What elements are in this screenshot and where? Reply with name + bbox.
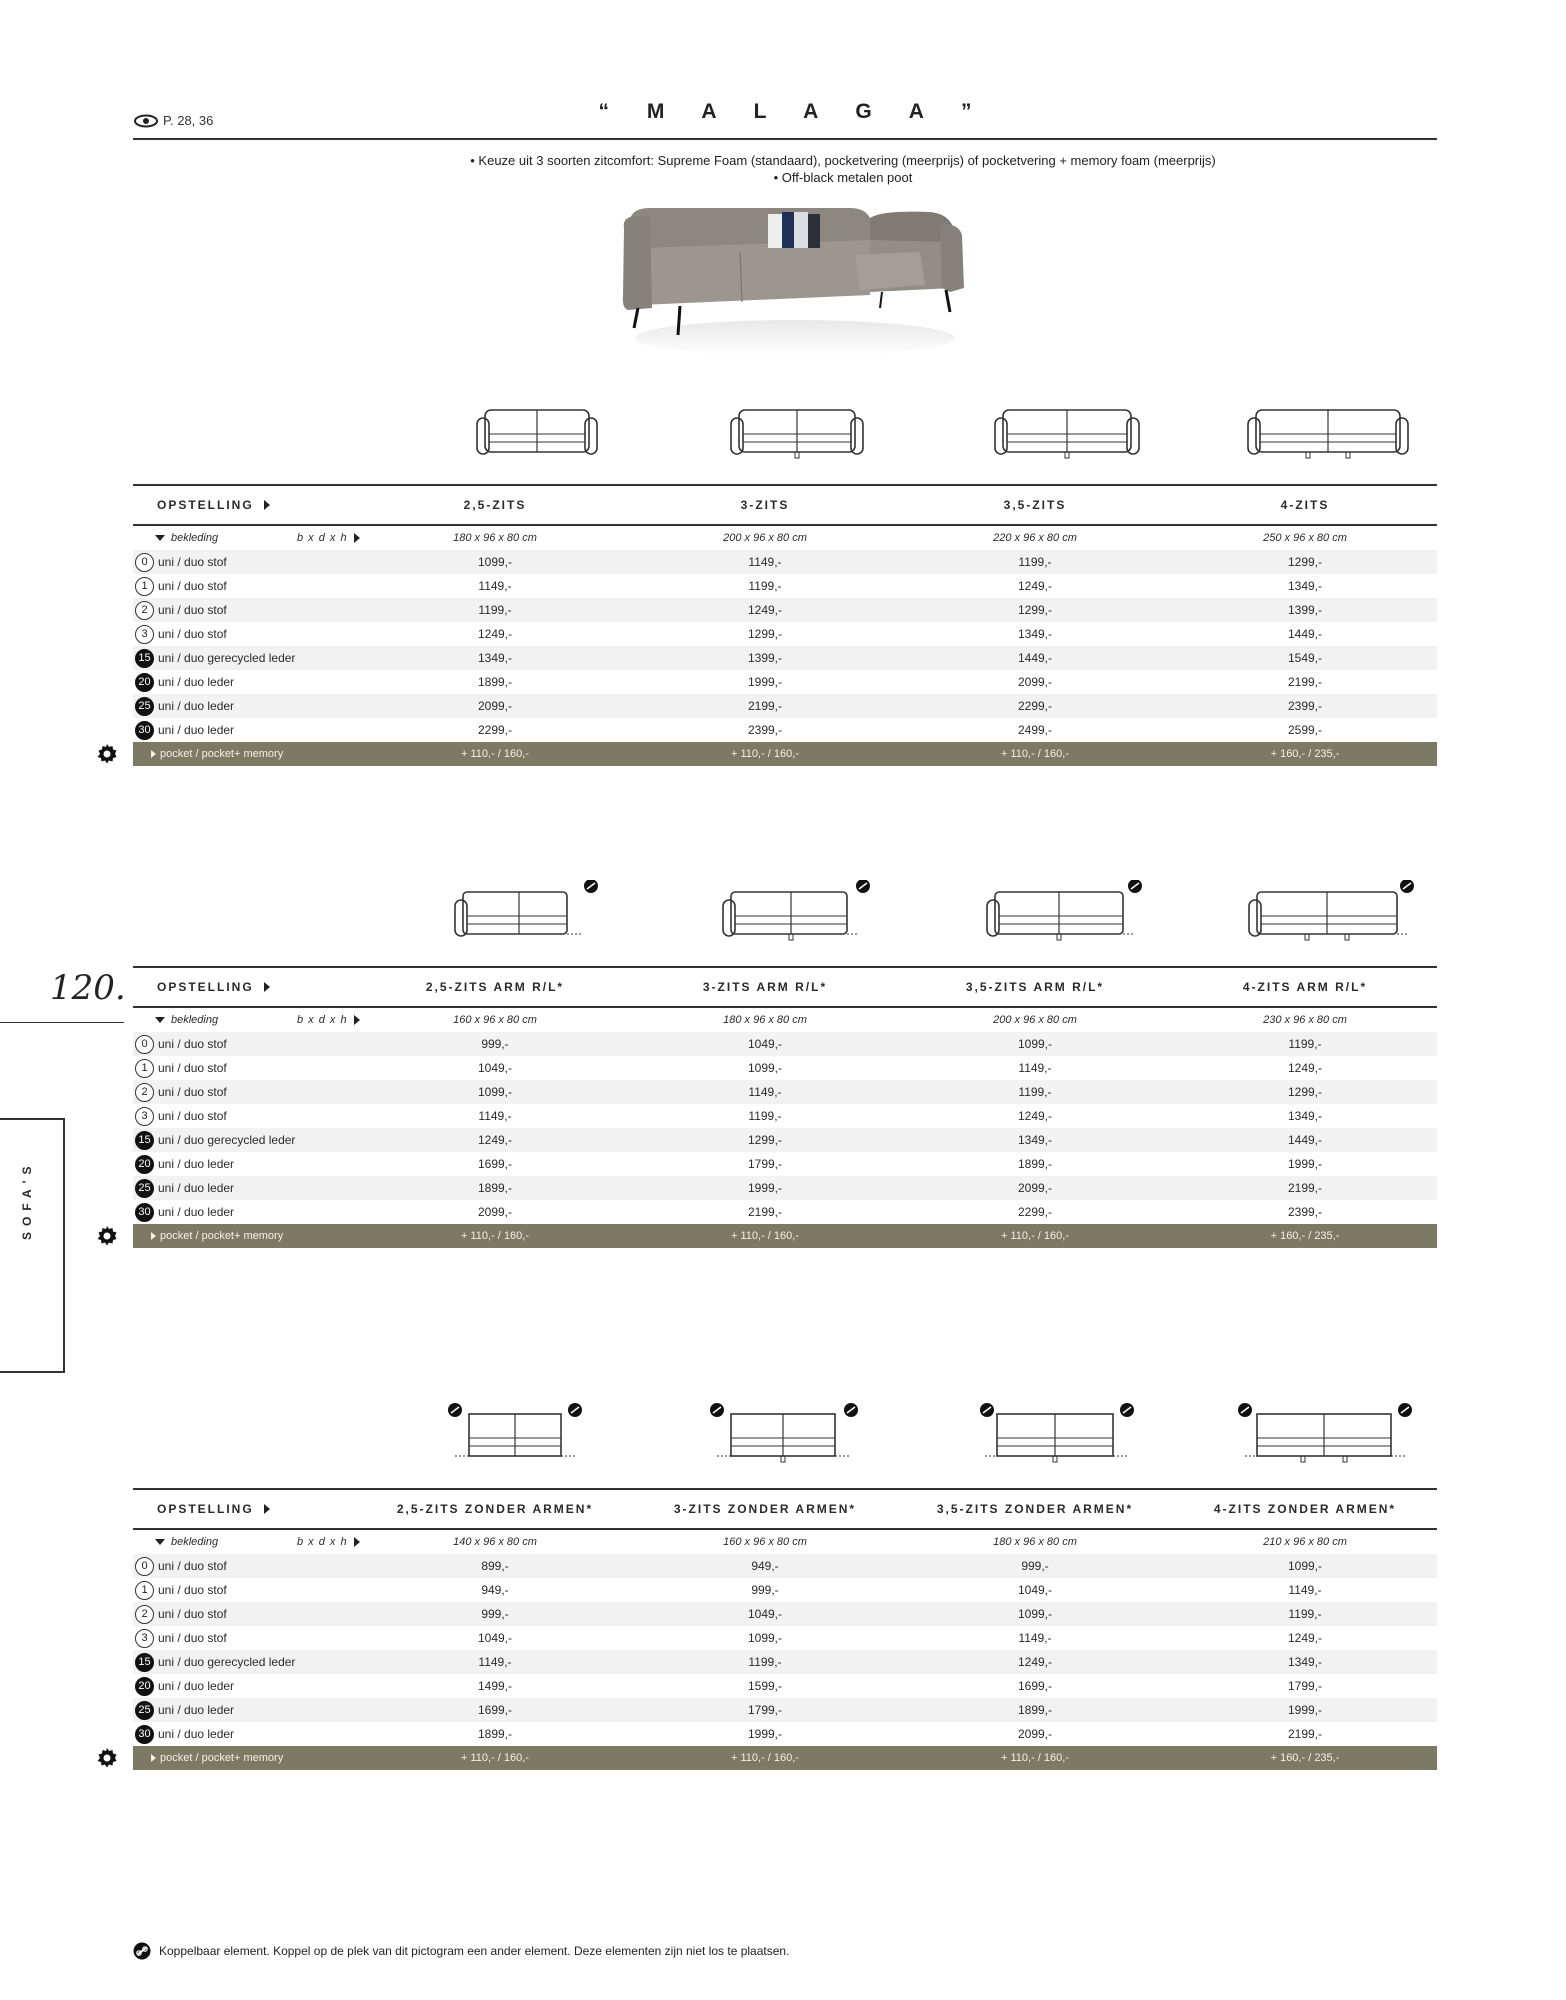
triangle-right-icon: [264, 500, 270, 510]
table-row: [133, 1626, 1437, 1650]
column-title: 4-ZITS ZONDER ARMEN*: [1213, 1502, 1397, 1516]
fabric-category-badge: 25: [135, 697, 154, 716]
price-cell: 1249,-: [1287, 1061, 1323, 1075]
fabric-label: uni / duo stof: [158, 1109, 227, 1123]
column-title: 3-ZITS: [740, 498, 790, 512]
price-cell: 999,-: [751, 1583, 779, 1597]
price-cell: 1899,-: [477, 675, 513, 689]
price-cell: 999,-: [1021, 1559, 1049, 1573]
sofa-diagram-3-zits-arm: [691, 880, 891, 955]
fabric-category-badge: 0: [135, 553, 154, 572]
fabric-label: uni / duo gerecycled leder: [158, 1655, 296, 1669]
sofa-diagram-3-5-zits: [967, 398, 1167, 473]
price-cell: 1149,-: [478, 579, 512, 593]
bekleding-label: bekleding: [171, 1536, 219, 1548]
price-cell: 1399,-: [747, 651, 783, 665]
price-cell: 1099,-: [747, 1061, 783, 1075]
price-cell: 2299,-: [1017, 1205, 1053, 1219]
fabric-category-badge: 30: [135, 721, 154, 740]
price-cell: 2199,-: [1287, 1181, 1323, 1195]
table-row: [133, 1722, 1437, 1746]
table-row: [133, 1152, 1437, 1176]
pocket-label: pocket / pocket+ memory: [160, 748, 284, 760]
table-row: [133, 550, 1437, 574]
price-cell: 1799,-: [1287, 1679, 1323, 1693]
price-cell: 1149,-: [1018, 1061, 1052, 1075]
sofa-diagram-4-zits: [1228, 398, 1428, 473]
pocket-price-cell: + 110,- / 160,-: [461, 748, 529, 760]
fabric-category-badge: 25: [135, 1701, 154, 1720]
triangle-down-icon: [155, 1017, 165, 1023]
price-cell: 1899,-: [477, 1727, 513, 1741]
price-cell: 1899,-: [1017, 1157, 1053, 1171]
column-title: 4-ZITS ARM R/L*: [1242, 980, 1368, 994]
sofa-diagram-2-5-zits-zonder-armen: [413, 1402, 613, 1477]
gear-icon: [95, 1746, 119, 1770]
opstelling-label: OPSTELLING: [157, 1502, 270, 1516]
price-cell: 1099,-: [1287, 1559, 1323, 1573]
sofa-outline-icon: [697, 398, 897, 473]
sofa-outline-icon: [1217, 880, 1417, 955]
price-cell: 1349,-: [477, 651, 513, 665]
table-header: [133, 1488, 1437, 1530]
gear-icon: [95, 1224, 119, 1248]
dimension-cell: 160 x 96 x 80 cm: [453, 1014, 537, 1026]
fabric-label: uni / duo leder: [158, 699, 235, 713]
table-row: [133, 598, 1437, 622]
dimension-cell: 210 x 96 x 80 cm: [1263, 1536, 1347, 1548]
price-cell: 1299,-: [747, 1133, 783, 1147]
table-row: [133, 1698, 1437, 1722]
diagram-row: [133, 880, 1437, 955]
dimension-cell: 200 x 96 x 80 cm: [993, 1014, 1077, 1026]
page-reference-text: P. 28, 36: [163, 113, 214, 128]
pocket-label: pocket / pocket+ memory: [160, 1230, 284, 1242]
column-title: 2,5-ZITS ZONDER ARMEN*: [396, 1502, 594, 1516]
triangle-down-icon: [155, 1539, 165, 1545]
opstelling-label: OPSTELLING: [157, 498, 270, 512]
triangle-right-icon: [264, 1504, 270, 1514]
dimensions-row: [133, 1008, 1437, 1032]
price-cell: 999,-: [481, 1037, 509, 1051]
table-row: [133, 1032, 1437, 1056]
table-row: [133, 1578, 1437, 1602]
fabric-label: uni / duo leder: [158, 1727, 235, 1741]
price-rows: [133, 1008, 1437, 1224]
price-cell: 1099,-: [477, 555, 513, 569]
price-cell: 2299,-: [1017, 699, 1053, 713]
sofa-diagram-2-5-zits: [437, 398, 637, 473]
price-cell: 1249,-: [477, 627, 513, 641]
pocket-price-cell: + 110,- / 160,-: [461, 1230, 529, 1242]
dimensions-label: b x d x h: [297, 532, 348, 544]
price-cell: 1899,-: [477, 1181, 513, 1195]
sofa-outline-icon: [951, 1402, 1151, 1477]
dimensions-row: [133, 1530, 1437, 1554]
price-cell: 2099,-: [477, 699, 513, 713]
table-section-3: [133, 1402, 1437, 1770]
fabric-category-badge: 1: [135, 1581, 154, 1600]
triangle-right-icon: [151, 750, 156, 758]
price-cell: 1349,-: [1287, 1655, 1323, 1669]
fabric-category-badge: 2: [135, 1083, 154, 1102]
column-title: 3-ZITS ARM R/L*: [702, 980, 828, 994]
product-title: “ M A L A G A ”: [598, 100, 988, 123]
pocket-price-cell: + 110,- / 160,-: [1001, 748, 1069, 760]
price-cell: 1299,-: [1287, 555, 1323, 569]
price-cell: 949,-: [751, 1559, 779, 1573]
fabric-category-badge: 20: [135, 1677, 154, 1696]
pocket-price-cell: + 160,- / 235,-: [1270, 1230, 1340, 1242]
price-cell: 1999,-: [1287, 1703, 1323, 1717]
column-title: 2,5-ZITS ARM R/L*: [425, 980, 565, 994]
price-cell: 1099,-: [1017, 1037, 1053, 1051]
pocket-price-cell: + 110,- / 160,-: [731, 1230, 799, 1242]
sofa-diagram-2-5-zits-arm: [423, 880, 623, 955]
dimension-cell: 200 x 96 x 80 cm: [723, 532, 807, 544]
fabric-category-badge: 1: [135, 577, 154, 596]
fabric-category-badge: 15: [135, 649, 154, 668]
fabric-label: uni / duo leder: [158, 1679, 235, 1693]
sofa-outline-icon: [1217, 1402, 1417, 1477]
dimensions-label: b x d x h: [297, 1536, 348, 1548]
section-tab: [0, 1118, 65, 1373]
price-cell: 1099,-: [1017, 1607, 1053, 1621]
price-cell: 1299,-: [1287, 1085, 1323, 1099]
price-cell: 1449,-: [1287, 1133, 1323, 1147]
price-cell: 1449,-: [1287, 627, 1323, 641]
sofa-outline-icon: [413, 1402, 613, 1477]
price-cell: 1199,-: [1018, 555, 1052, 569]
product-notes: [0, 152, 1566, 186]
price-cell: 1299,-: [1017, 603, 1053, 617]
fabric-category-badge: 2: [135, 601, 154, 620]
price-cell: 1249,-: [1017, 1109, 1053, 1123]
fabric-label: uni / duo stof: [158, 1061, 227, 1075]
table-row: [133, 1200, 1437, 1224]
fabric-category-badge: 30: [135, 1203, 154, 1222]
price-cell: 1149,-: [478, 1109, 512, 1123]
price-cell: 1199,-: [748, 579, 782, 593]
table-row: [133, 574, 1437, 598]
price-rows: [133, 1530, 1437, 1746]
pocket-price-cell: + 110,- / 160,-: [731, 748, 799, 760]
sofa-outline-icon: [1228, 398, 1428, 473]
price-cell: 1099,-: [477, 1085, 513, 1099]
price-cell: 1549,-: [1287, 651, 1323, 665]
fabric-label: uni / duo stof: [158, 1037, 227, 1051]
fabric-category-badge: 30: [135, 1725, 154, 1744]
table-section-1: [133, 398, 1437, 766]
column-title: 3-ZITS ZONDER ARMEN*: [673, 1502, 857, 1516]
price-cell: 2099,-: [1017, 675, 1053, 689]
dimension-cell: 220 x 96 x 80 cm: [993, 532, 1077, 544]
section-tab-label: SOFA'S: [20, 1160, 34, 1240]
price-cell: 1049,-: [747, 1037, 783, 1051]
price-cell: 1199,-: [748, 1109, 782, 1123]
triangle-right-icon: [151, 1754, 156, 1762]
price-cell: 1099,-: [747, 1631, 783, 1645]
fabric-category-badge: 20: [135, 673, 154, 692]
table-row: [133, 1104, 1437, 1128]
price-cell: 2099,-: [1017, 1727, 1053, 1741]
bekleding-label: bekleding: [171, 1014, 219, 1026]
table-row: [133, 718, 1437, 742]
fabric-label: uni / duo stof: [158, 603, 227, 617]
price-cell: 2299,-: [477, 723, 513, 737]
sofa-diagram-3-zits-zonder-armen: [681, 1402, 881, 1477]
pocket-label: pocket / pocket+ memory: [160, 1752, 284, 1764]
fabric-category-badge: 3: [135, 625, 154, 644]
price-cell: 1149,-: [1288, 1583, 1322, 1597]
column-title: 3,5-ZITS: [1003, 498, 1067, 512]
price-cell: 1049,-: [477, 1631, 513, 1645]
price-cell: 1199,-: [748, 1655, 782, 1669]
opstelling-label: OPSTELLING: [157, 980, 270, 994]
fabric-category-badge: 3: [135, 1629, 154, 1648]
price-cell: 1349,-: [1017, 1133, 1053, 1147]
fabric-label: uni / duo leder: [158, 1157, 235, 1171]
column-title: 4-ZITS: [1280, 498, 1330, 512]
table-row: [133, 1674, 1437, 1698]
fabric-label: uni / duo leder: [158, 723, 235, 737]
table-row: [133, 646, 1437, 670]
table-row: [133, 1176, 1437, 1200]
price-cell: 1899,-: [1017, 1703, 1053, 1717]
price-cell: 1699,-: [1017, 1679, 1053, 1693]
fabric-label: uni / duo leder: [158, 1181, 235, 1195]
note-comfort: • Keuze uit 3 soorten zitcomfort: Supreme Foam (standaard), pocketvering (meerprijs) of pocketvering + memory foam (meerprijs): [470, 153, 1216, 168]
sofa-diagram-4-zits-arm: [1217, 880, 1417, 955]
fabric-label: uni / duo gerecycled leder: [158, 651, 296, 665]
table-header: [133, 484, 1437, 526]
price-cell: 899,-: [481, 1559, 509, 1573]
triangle-right-icon: [264, 982, 270, 992]
fabric-label: uni / duo stof: [158, 1631, 227, 1645]
footnote-text: Koppelbaar element. Koppel op de plek van dit pictogram een ander element. Deze elementen zijn niet los te plaatsen.: [159, 1944, 790, 1958]
pocket-row: [133, 1746, 1437, 1770]
price-cell: 949,-: [481, 1583, 509, 1597]
fabric-category-badge: 15: [135, 1131, 154, 1150]
price-cell: 1249,-: [1287, 1631, 1323, 1645]
price-cell: 1249,-: [747, 603, 783, 617]
page-number-rule: [0, 1022, 124, 1023]
pocket-price-cell: + 160,- / 235,-: [1270, 748, 1340, 760]
fabric-category-badge: 0: [135, 1557, 154, 1576]
price-cell: 2499,-: [1017, 723, 1053, 737]
diagram-row: [133, 1402, 1437, 1477]
price-cell: 1199,-: [1288, 1607, 1322, 1621]
dimension-cell: 160 x 96 x 80 cm: [723, 1536, 807, 1548]
price-cell: 2199,-: [1287, 675, 1323, 689]
bekleding-label: bekleding: [171, 532, 219, 544]
table-row: [133, 694, 1437, 718]
table-row: [133, 1650, 1437, 1674]
sofa-diagram-3-5-zits-zonder-armen: [951, 1402, 1151, 1477]
sofa-diagram-3-5-zits-arm: [955, 880, 1155, 955]
price-cell: 2099,-: [1017, 1181, 1053, 1195]
fabric-category-badge: 25: [135, 1179, 154, 1198]
fabric-label: uni / duo stof: [158, 1085, 227, 1099]
fabric-category-badge: 3: [135, 1107, 154, 1126]
price-cell: 1199,-: [1018, 1085, 1052, 1099]
column-title: 2,5-ZITS: [463, 498, 527, 512]
price-cell: 1349,-: [1287, 579, 1323, 593]
price-cell: 2099,-: [477, 1205, 513, 1219]
fabric-label: uni / duo leder: [158, 1703, 235, 1717]
sofa-outline-icon: [423, 880, 623, 955]
price-rows: [133, 526, 1437, 742]
fabric-label: uni / duo stof: [158, 627, 227, 641]
price-cell: 1399,-: [1287, 603, 1323, 617]
table-row: [133, 1056, 1437, 1080]
table-row: [133, 622, 1437, 646]
pocket-row: [133, 1224, 1437, 1248]
note-legs: • Off-black metalen poot: [773, 170, 913, 185]
sofa-outline-icon: [691, 880, 891, 955]
fabric-label: uni / duo stof: [158, 1559, 227, 1573]
pocket-row: [133, 742, 1437, 766]
fabric-label: uni / duo stof: [158, 1607, 227, 1621]
sofa-diagram-3-zits: [697, 398, 897, 473]
fabric-category-badge: 20: [135, 1155, 154, 1174]
price-cell: 1349,-: [1287, 1109, 1323, 1123]
dimension-cell: 180 x 96 x 80 cm: [993, 1536, 1077, 1548]
dimension-cell: 180 x 96 x 80 cm: [723, 1014, 807, 1026]
price-cell: 1149,-: [1018, 1631, 1052, 1645]
diagram-row: [133, 398, 1437, 473]
link-icon: [133, 1942, 151, 1960]
pocket-price-cell: + 160,- / 235,-: [1270, 1752, 1340, 1764]
price-cell: 1999,-: [747, 675, 783, 689]
price-cell: 2399,-: [1287, 699, 1323, 713]
fabric-category-badge: 2: [135, 1605, 154, 1624]
price-cell: 1699,-: [477, 1157, 513, 1171]
price-cell: 2199,-: [747, 1205, 783, 1219]
triangle-right-icon: [354, 533, 360, 543]
price-cell: 1199,-: [478, 603, 512, 617]
price-cell: 2199,-: [1287, 1727, 1323, 1741]
pocket-price-cell: + 110,- / 160,-: [461, 1752, 529, 1764]
triangle-right-icon: [354, 1015, 360, 1025]
column-title: 3,5-ZITS ZONDER ARMEN*: [936, 1502, 1134, 1516]
price-cell: 1149,-: [748, 1085, 782, 1099]
pocket-price-cell: + 110,- / 160,-: [1001, 1752, 1069, 1764]
table-section-2: [133, 880, 1437, 1248]
dimensions-row: [133, 526, 1437, 550]
price-cell: 1999,-: [747, 1727, 783, 1741]
table-row: [133, 1128, 1437, 1152]
sofa-outline-icon: [681, 1402, 881, 1477]
price-cell: 2399,-: [747, 723, 783, 737]
sofa-outline-icon: [437, 398, 637, 473]
price-cell: 2399,-: [1287, 1205, 1323, 1219]
fabric-label: uni / duo stof: [158, 1583, 227, 1597]
price-cell: 1049,-: [747, 1607, 783, 1621]
sofa-diagram-4-zits-zonder-armen: [1217, 1402, 1417, 1477]
price-cell: 1049,-: [1017, 1583, 1053, 1597]
pocket-price-cell: + 110,- / 160,-: [731, 1752, 799, 1764]
sofa-outline-icon: [955, 880, 1155, 955]
table-row: [133, 1554, 1437, 1578]
price-cell: 1799,-: [747, 1703, 783, 1717]
fabric-label: uni / duo stof: [158, 579, 227, 593]
price-cell: 2199,-: [747, 699, 783, 713]
triangle-right-icon: [354, 1537, 360, 1547]
gear-icon: [95, 742, 119, 766]
fabric-category-badge: 0: [135, 1035, 154, 1054]
page-number: 120.: [50, 968, 126, 1008]
price-cell: 1249,-: [477, 1133, 513, 1147]
table-row: [133, 1080, 1437, 1104]
fabric-label: uni / duo stof: [158, 555, 227, 569]
price-cell: 1049,-: [477, 1061, 513, 1075]
price-cell: 1199,-: [1288, 1037, 1322, 1051]
pocket-price-cell: + 110,- / 160,-: [1001, 1230, 1069, 1242]
fabric-category-badge: 1: [135, 1059, 154, 1078]
triangle-down-icon: [155, 535, 165, 541]
dimensions-label: b x d x h: [297, 1014, 348, 1026]
price-cell: 1149,-: [478, 1655, 512, 1669]
price-cell: 1349,-: [1017, 627, 1053, 641]
footnote: [133, 1942, 789, 1960]
price-cell: 1499,-: [477, 1679, 513, 1693]
table-row: [133, 1602, 1437, 1626]
dimension-cell: 230 x 96 x 80 cm: [1263, 1014, 1347, 1026]
table-row: [133, 670, 1437, 694]
price-cell: 1299,-: [747, 627, 783, 641]
price-cell: 2599,-: [1287, 723, 1323, 737]
fabric-label: uni / duo leder: [158, 675, 235, 689]
price-cell: 1249,-: [1017, 579, 1053, 593]
price-cell: 1999,-: [747, 1181, 783, 1195]
dimension-cell: 250 x 96 x 80 cm: [1263, 532, 1347, 544]
sofa-photo: [620, 200, 965, 360]
price-cell: 1599,-: [747, 1679, 783, 1693]
fabric-label: uni / duo gerecycled leder: [158, 1133, 296, 1147]
price-cell: 1699,-: [477, 1703, 513, 1717]
fabric-category-badge: 15: [135, 1653, 154, 1672]
dimension-cell: 140 x 96 x 80 cm: [453, 1536, 537, 1548]
price-cell: 1249,-: [1017, 1655, 1053, 1669]
column-title: 3,5-ZITS ARM R/L*: [965, 980, 1105, 994]
price-cell: 999,-: [481, 1607, 509, 1621]
dimension-cell: 180 x 96 x 80 cm: [453, 532, 537, 544]
table-header: [133, 966, 1437, 1008]
sofa-outline-icon: [967, 398, 1167, 473]
fabric-label: uni / duo leder: [158, 1205, 235, 1219]
triangle-right-icon: [151, 1232, 156, 1240]
header-divider: [133, 138, 1437, 140]
price-cell: 1999,-: [1287, 1157, 1323, 1171]
price-cell: 1799,-: [747, 1157, 783, 1171]
price-cell: 1149,-: [748, 555, 782, 569]
price-cell: 1449,-: [1017, 651, 1053, 665]
